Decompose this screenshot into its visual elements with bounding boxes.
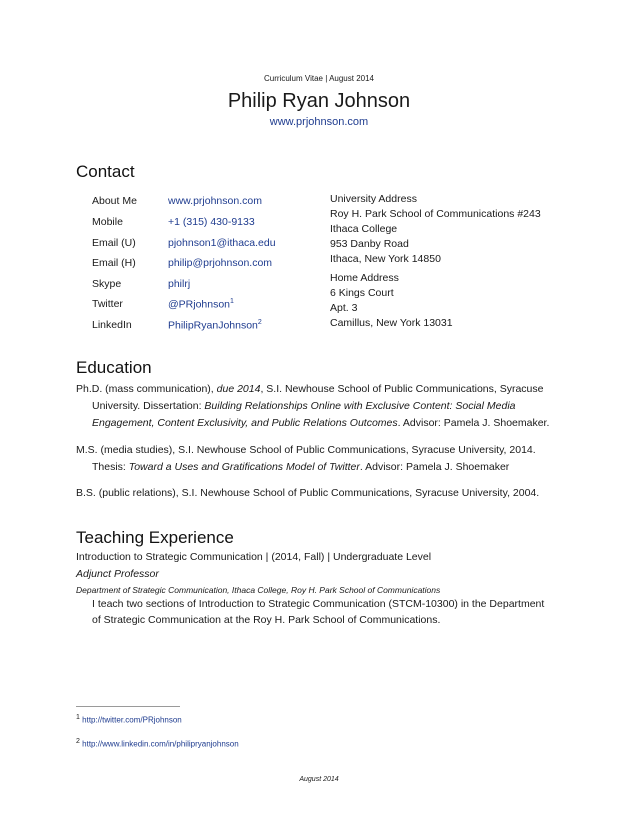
degree-detail: University. Dissertation: xyxy=(92,400,205,412)
teaching-description-line1: I teach two sections of Introduction to Strategic Communication (STCM-10300) in the Department xyxy=(92,598,545,610)
degree-status: due 2014 xyxy=(216,383,261,395)
contact-label: Skype xyxy=(92,278,122,290)
thesis-title: Toward a Uses and Gratifications Model of Twitter xyxy=(128,461,360,473)
contact-heading: Contact xyxy=(76,162,135,181)
page-title: Philip Ryan Johnson xyxy=(227,90,411,112)
contact-label: Twitter xyxy=(92,298,123,310)
website-link[interactable]: www.prjohnson.com xyxy=(269,116,369,128)
dissertation-title: Engagement, Content Exclusivity, and Public Relations Outcomes xyxy=(92,417,398,429)
address-line: Apt. 3 xyxy=(330,302,358,314)
address-line: Camillus, New York 13031 xyxy=(330,317,453,329)
twitter-handle: @PRjohnson xyxy=(168,298,231,311)
course-line xyxy=(76,551,431,563)
email-h-link[interactable]: philip@prjohnson.com xyxy=(168,257,273,269)
address-line: 953 Danby Road xyxy=(330,238,409,250)
education-heading: Education xyxy=(76,358,152,377)
footnote-number: 2 xyxy=(76,738,80,745)
address-line: 6 Kings Court xyxy=(330,287,394,299)
teaching-heading: Teaching Experience xyxy=(76,528,234,547)
role-title: Adjunct Professor xyxy=(76,568,159,580)
skype-link[interactable]: philrj xyxy=(168,278,191,290)
home-address xyxy=(330,271,453,331)
degree-detail: . Advisor: Pamela J. Shoemaker. xyxy=(397,417,550,429)
dissertation-title: Building Relationships Online with Exclusive Content: Social Media xyxy=(204,400,516,412)
teaching-description-line2: of Strategic Communication at the Roy H. Park School of Communications. xyxy=(92,614,441,626)
degree-detail: , S.I. Newhouse School of Public Communications, Syracuse University, 2004. xyxy=(175,487,540,499)
contact-label: Mobile xyxy=(92,216,123,228)
contact-label: Email (H) xyxy=(92,257,136,269)
footnote-divider xyxy=(76,706,180,707)
university-address xyxy=(330,192,541,267)
email-u-link[interactable]: pjohnson1@ithaca.edu xyxy=(168,237,276,249)
degree-detail: , S.I. Newhouse School of Public Communications, Syracuse University, 2014. xyxy=(172,444,536,456)
about-link[interactable]: www.prjohnson.com xyxy=(168,195,262,207)
course-detail: | (2014, Fall) | Undergraduate Level xyxy=(262,551,432,563)
degree-detail: . Advisor: Pamela J. Shoemaker xyxy=(359,461,510,473)
linkedin-link[interactable] xyxy=(168,319,262,332)
degree-title: M.S. (media studies) xyxy=(76,444,173,456)
education-bs xyxy=(76,485,596,502)
linkedin-handle: PhilipRyanJohnson xyxy=(168,319,258,332)
degree-detail: Thesis: xyxy=(92,461,129,473)
mobile-link[interactable]: +1 (315) 430-9133 xyxy=(168,216,255,228)
contact-label: About Me xyxy=(92,195,137,207)
footnote-number: 1 xyxy=(76,714,80,721)
cv-subtitle: Curriculum Vitae | August 2014 xyxy=(264,74,374,83)
twitter-url-link[interactable]: http://twitter.com/PRjohnson xyxy=(82,715,182,725)
twitter-link[interactable] xyxy=(168,298,234,311)
degree-detail: , S.I. Newhouse School of Public Communications, Syracuse xyxy=(260,383,544,395)
footnote-ref: 1 xyxy=(230,298,234,305)
page-footer: August 2014 xyxy=(299,776,339,783)
contact-label: LinkedIn xyxy=(92,319,132,331)
course-title: Introduction to Strategic Communication xyxy=(76,551,263,563)
footnote-1 xyxy=(76,714,182,725)
footnote-ref: 2 xyxy=(257,319,262,326)
degree-title: Ph.D. (mass communication) xyxy=(76,383,211,395)
education-ms xyxy=(76,442,556,476)
address-title: Home Address xyxy=(330,272,399,284)
degree-title: B.S. (public relations) xyxy=(76,487,176,499)
address-title: University Address xyxy=(330,193,417,205)
linkedin-url-link[interactable]: http://www.linkedin.com/in/philipryanjohnson xyxy=(82,739,239,749)
education-phd: Ph.D. (mass communication), due 2014, S.I. Newhouse School of Public Communications, Syracuse University. Dissertation: Building Relationships Online with Exclusive Content: Social Media Engagement, Content Exclusivity, and Public Relations Outcomes. Advisor: Pamela J. Shoemaker. xyxy=(76,383,550,429)
address-line: Ithaca, New York 14850 xyxy=(330,253,441,265)
contact-label: Email (U) xyxy=(92,237,136,249)
address-line: Roy H. Park School of Communications #243 xyxy=(330,208,541,220)
footnote-2 xyxy=(76,738,239,749)
department-line: Department of Strategic Communication, Ithaca College, Roy H. Park School of Communications xyxy=(76,585,441,595)
address-line: Ithaca College xyxy=(330,223,398,235)
